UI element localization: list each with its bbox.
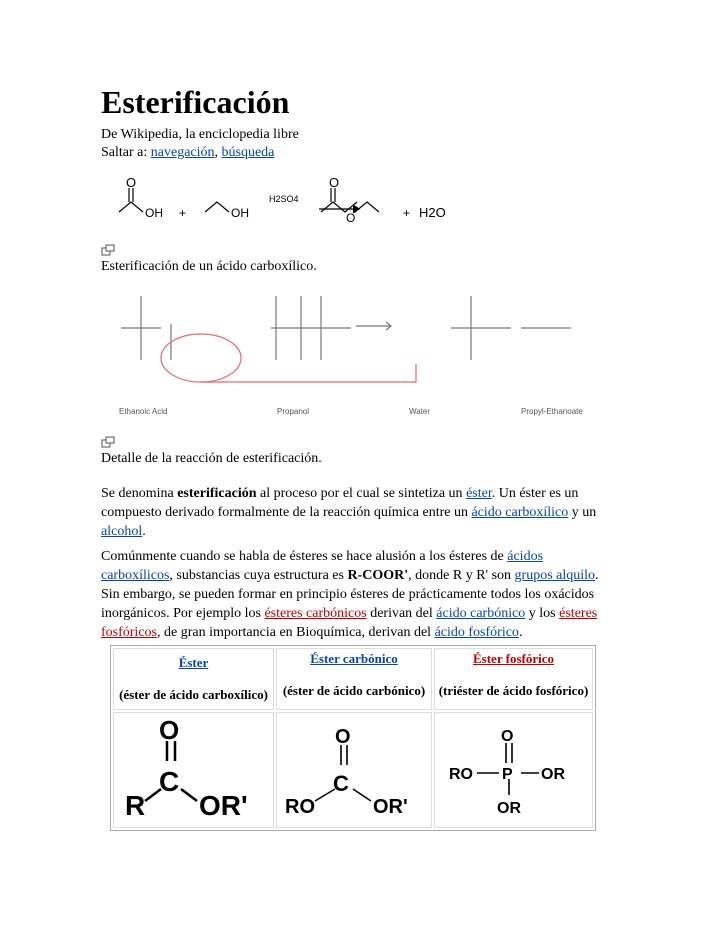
link-grupos-alquilo[interactable]: grupos alquilo xyxy=(514,568,596,583)
link-acidos-carboxilicos[interactable]: ácidos xyxy=(507,549,544,564)
nav-link[interactable]: navegación xyxy=(150,145,215,160)
source-note: De Wikipedia, la enciclopedia libre xyxy=(101,127,299,142)
svg-text:C: C xyxy=(158,766,179,797)
reaction-detail-image[interactable] xyxy=(101,286,611,426)
svg-text:RO: RO xyxy=(285,796,315,818)
ester-table xyxy=(110,645,596,831)
svg-text:C: C xyxy=(333,771,349,796)
figure2-caption: Detalle de la reacción de esterificación. xyxy=(101,451,322,466)
link-header-carbonico[interactable]: Éster carbónico xyxy=(310,651,398,666)
svg-text:R: R xyxy=(124,790,145,821)
carbonate-structure xyxy=(279,715,429,821)
svg-text:OR': OR' xyxy=(373,796,408,818)
jump-sep: , xyxy=(214,145,222,160)
svg-text:O: O xyxy=(335,726,351,748)
link-header-fosforico[interactable]: Éster fosfórico xyxy=(473,651,554,666)
name-ethanoic: Ethanoic Acid xyxy=(119,407,168,416)
ester-structure xyxy=(119,715,269,821)
water-label: H2O xyxy=(419,205,446,220)
link-esteres-fosforicos-2[interactable]: fosfóricos xyxy=(101,625,157,640)
o-label-2: O xyxy=(329,176,340,190)
link-header-ester[interactable]: Éster xyxy=(178,655,209,670)
name-water: Water xyxy=(409,407,431,416)
figure1-caption: Esterificación de un ácido carboxílico. xyxy=(101,259,317,274)
paragraph-intro: Se denomina esterificación al proceso por el cual se sintetiza un éster. Un éster es un compuesto derivado formalmente de la reacción química entre un ácido carboxílico y un alcohol. xyxy=(101,486,597,539)
enlarge-icon[interactable] xyxy=(101,436,115,448)
esterification-scheme[interactable] xyxy=(101,176,461,236)
link-acido-fosforico[interactable]: ácido fosfórico xyxy=(434,625,519,640)
enlarge-icon[interactable] xyxy=(101,244,115,256)
search-link[interactable]: búsqueda xyxy=(221,145,275,160)
paragraph-esters: Comúnmente cuando se habla de ésteres se hace alusión a los ésteres de ácidos carboxílicos, substancias cuya estructura es R-COOR', donde R y R' son grupos alquilo. Sin embargo, se pueden formar en principio ésteres de prácticamente todos los oxácidos inorgánicos. Por ejemplo los ésteres carbónicos derivan del ácido carbónico y los ésteres fosfóricos, de gran importancia en Bioquímica, derivan del ácido fosfórico. xyxy=(101,549,599,640)
link-acido-carbonico[interactable]: ácido carbónico xyxy=(436,606,526,621)
svg-text:OR: OR xyxy=(496,800,521,817)
header-ester: Éster (éster de ácido carboxílico) xyxy=(113,648,274,710)
link-acido-carboxilico[interactable]: ácido carboxílico xyxy=(471,505,569,520)
svg-text:OR: OR xyxy=(540,766,565,783)
page-title: Esterificación xyxy=(101,84,290,120)
term-esterificacion: esterificación xyxy=(177,486,257,501)
svg-text:P: P xyxy=(501,766,513,783)
cell-fosfato-structure xyxy=(434,712,593,828)
cell-ester-structure xyxy=(113,712,274,828)
svg-text:RO: RO xyxy=(448,766,473,783)
link-esteres-fosforicos[interactable]: ésteres xyxy=(559,606,598,621)
header-ester-fosforico: Éster fosfórico (triéster de ácido fosfórico) xyxy=(434,648,593,710)
svg-text:OR': OR' xyxy=(198,790,248,821)
jump-links xyxy=(101,144,274,162)
phosphate-structure xyxy=(439,715,589,821)
reagent-label: H2SO4 xyxy=(269,194,299,204)
name-propyl-ethanoate: Propyl-Ethanoate xyxy=(521,407,583,416)
oh-label-2: OH xyxy=(231,206,249,220)
header-ester-carbonico: Éster carbónico (éster de ácido carbónico) xyxy=(276,648,432,710)
plus-2: + xyxy=(403,206,411,220)
jump-prefix: Saltar a: xyxy=(101,145,151,160)
o-label-1: O xyxy=(126,176,137,190)
link-acidos-carboxilicos-2[interactable]: carboxílicos xyxy=(101,568,170,583)
cell-carbonato-structure xyxy=(276,712,432,828)
link-esteres-carbonicos[interactable]: ésteres carbónicos xyxy=(264,606,367,621)
plus-1: + xyxy=(179,206,187,220)
svg-text:O: O xyxy=(500,728,513,745)
oh-label-1: OH xyxy=(145,206,163,220)
link-alcohol[interactable]: alcohol xyxy=(101,524,143,539)
name-propanol: Propanol xyxy=(277,407,310,416)
svg-text:O: O xyxy=(158,715,179,745)
o-label-3: O xyxy=(346,211,356,225)
link-ester[interactable]: éster xyxy=(466,486,492,501)
